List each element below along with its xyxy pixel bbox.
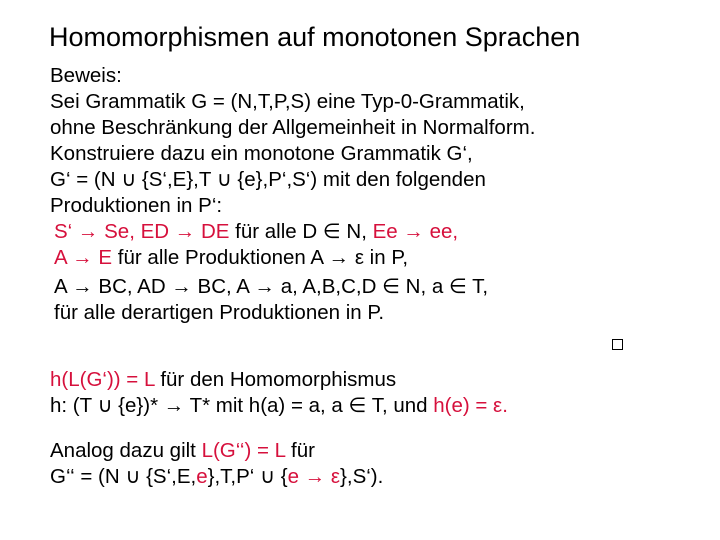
analog-intro: Analog dazu gilt <box>50 439 202 462</box>
result-line-2 <box>50 393 508 419</box>
production-line-3: A → BC, AD → BC, A → a, A,B,C,D ∈ N, a ∈ T, <box>54 275 489 298</box>
analog-production-e-epsilon: e → ε <box>287 465 341 488</box>
proof-line-3: Konstruiere dazu ein monotone Grammatik G‘, <box>50 142 473 165</box>
proof-line-2: ohne Beschränkung der Allgemeinheit in Normalform. <box>50 116 536 139</box>
result-homomorphism-label: für den Homomorphismus <box>154 368 397 391</box>
production-epsilon-condition: für alle Produktionen A → ε in P, <box>112 246 409 269</box>
proof-heading: Beweis: <box>50 64 122 87</box>
analog-language: L(G‘‘) = L <box>201 439 286 462</box>
result-homomorphism-def: h: (T ∪ {e})* → T* mit h(a) = a, a ∈ T, und <box>50 394 434 417</box>
result-language: h(L(G‘)) = L <box>50 368 155 391</box>
analog-grammar-end: },S‘). <box>340 465 384 488</box>
production-s-start: S‘ → Se, <box>54 220 135 243</box>
production-line-2 <box>54 245 408 271</box>
analog-terminal-e: e <box>196 465 208 488</box>
production-ee: Ee → ee, <box>372 220 459 243</box>
production-a-to-e: A → E <box>54 246 113 269</box>
slide-title: Homomorphismen auf monotonen Sprachen <box>49 22 581 52</box>
qed-square-icon <box>612 339 623 350</box>
production-line-4: für alle derartigen Produktionen in P. <box>54 301 385 324</box>
proof-line-5: Produktionen in P‘: <box>50 194 223 217</box>
production-condition: für alle D ∈ N, <box>229 220 373 243</box>
proof-line-4: G‘ = (N ∪ {S‘,E},T ∪ {e},P‘,S‘) mit den folgenden <box>50 168 486 191</box>
analog-grammar-mid: },T,P‘ ∪ { <box>207 465 288 488</box>
analog-grammar-start: G‘‘ = (N ∪ {S‘,E, <box>50 465 197 488</box>
analog-for: für <box>285 439 315 462</box>
result-line-1 <box>50 367 396 393</box>
result-h-of-e: h(e) = ε. <box>433 394 508 417</box>
analog-line-1 <box>50 438 315 464</box>
proof-line-1: Sei Grammatik G = (N,T,P,S) eine Typ-0-Grammatik, <box>50 90 525 113</box>
production-ed-swap: ED → DE <box>140 220 230 243</box>
analog-line-2 <box>50 464 383 490</box>
production-line-1 <box>54 219 458 245</box>
